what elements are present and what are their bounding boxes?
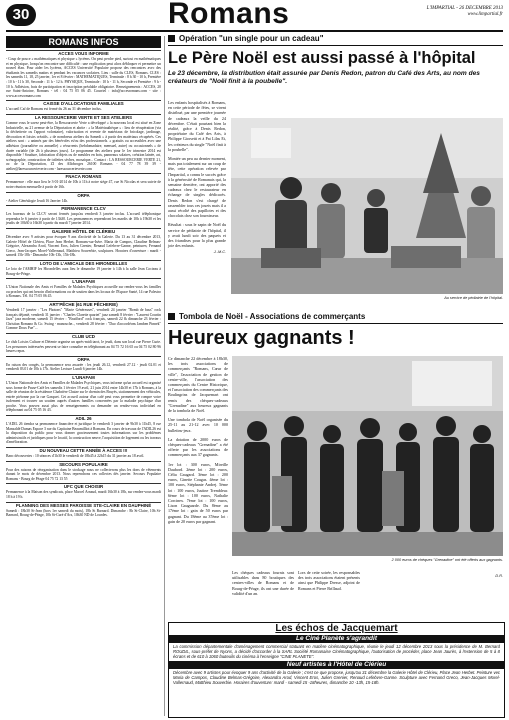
echos-item2-title: Neuf artistes à l'Hôtel de Clérieu [169,661,504,669]
info-section-title: LOTO DE L'AMICALE DES HIRONDELLES [6,260,161,267]
info-section-title: ART'PÊCHE (61 RUE PÊCHERIE) [6,301,161,308]
article1-headline: Le Père Noël est aussi passé à l'hôpital [168,49,476,67]
echos-box [168,622,505,718]
info-section-text: L'accueil Caf de Romans est fermé du 26 au 31 décembre inclus. [6,107,102,112]
echos-title: Les échos de Jacquemart [275,623,398,634]
echos-item1-title: Le Ciné Planète s'agrandit [169,635,504,643]
article2-caption: 2 000 euros de chèques "Grenadine" ont été offerts aux gagnants. [391,558,503,562]
romans-infos-column [6,36,161,518]
article2-paragraph: Ce dimanche 22 décembre à 18h30, les trois associations de commerçants "Romans, Cœur de ville", l'association de gestion de centre-ville, l'association des commerçants du Centre Historique, et l'association des commerçants des Boulingrins de Jacquemart ont remis des chèques-cadeaux "Grenadine" aux heureux gagnants de la tombola de Noël. [168,356,228,414]
winners-photo-illustration [232,356,503,556]
article2-paragraph: Lors de cette soirée, les responsables des trois associations étaient présents ainsi que Philippe Dresse, adjoint de Romans et Pierre Brillaud. [298,570,360,591]
pediatrics-photo [231,118,503,294]
article2-col3 [298,570,360,591]
article2-paragraph: Les chèques cadeaux fournis sont utilisables dans 80 boutiques des centres-villes de Romans et de Bourg-de-Péage, ils ont une durée de validité d'un an. [232,570,294,596]
publication-date: L'IMPARTIAL - 26 DECEMBRE 2013 [426,6,503,11]
info-section-title: LA RESSOURCERIE VERTE ET SES ATELIERS [6,114,161,121]
info-section-title: L'UNAFAM [6,374,161,381]
info-section-text: Samedi : 18h30 St-Jean (hors 1er samedi du mois), 18h St Barnard. Dimanche : 8h St-Claire, 10h St-Barnard, Bourg-de-Péage, 10h St-Curé d'Ars, 10h30 ND de Lourdes. [6,508,161,518]
article1-body [168,100,226,255]
info-section-text: Banc découvertes : 10 séances d'1h30 le vendredi de 18h45 à 22h15 du 31 janvier au 18 avril. [6,454,145,459]
info-section-title: ORPA [6,356,161,363]
winners-photo [232,356,503,556]
article2-kicker-text: Tombola de Noël - Associations de commerçants [179,312,366,321]
header-rule [6,30,503,32]
article1-chapo: Le 23 décembre, la distribution était assurée par Denis Redon, patron du Café des Arts, au nom des créateurs de "Noël finit à la poubelle". [168,70,480,86]
square-bullet-icon [168,313,175,320]
info-section-title: CAISSE D'ALLOCATIONS FAMILIALES [6,100,161,107]
info-section-text: En raison des congés, la permanence sera assurée : les jeudi 26.12, vendredi 27.12 - jeudi 02.01 et vendredi 03.01 de 10h à 17h. Atelier Lecture Lundi 6 janvier 14h. [6,362,161,372]
info-sections [6,50,161,518]
info-section-text: Permanence à la Maison des syndicats, place Marcel Arnaud, mardi 16h30 à 18h, sur rendez-vous mardi 18 h à 19 h. [6,490,161,499]
page-number: 30 [6,4,36,26]
info-section-title: L'UNAFAM [6,278,161,285]
info-section-text: Décembre avec 9 artistes pour évoquer 9 ans d'activité de la Galerie. Du 13 au 31 décembre 2013, Galerie Hôtel de Clérieu, Place Jean Herbet. Romans-sur-Isère. Maria de Campos, Claudine Belmas-Grégoire, Alexandra Arod, Vincent Eros, Julien Grenier, Renaud Lefebvre-Ganne, peintures; Fernand Greco, Jean-Jacques Morel-Vallernaud, Matthieu Souverbie, sculptures. Horaires d'ouverture : mardi - samedi 15h-18h - Dimanche 10h-13h, 15h-18h. [6,235,161,258]
article1-paragraph: Les enfants hospitalisés à Romans, en cette période de fêtes, se virent distribué, par une première journée de cadeaux la veille du 24 décembre. C'était pourtant bien la réalité, grâce à Denis Redon, propriétaire du Café des Arts, à Philippe Giorsetti et à Pat Lilas Et, les créateurs du single "Noël finit à la poubelle". [168,100,226,152]
article2-col1 [168,356,228,524]
article2-rule [168,323,503,324]
article2-photo-credit: D.R. [495,574,503,578]
info-section-title: ADIL 26 [6,415,161,422]
article2-winners: 1er lot : 300 euros, Mireille Daubord. 2ème lot : 200 euros, Célia Gaugard. 3ème lot : 200 euros, Ginette Cougas. 4ème lot : 100 euros, Stéphanie Andrej. 5ème lot : 100 euros, Justine Trembleur. 6ème lot : 100 euros, Nathalie Corcinex. 7ème lot : 100 euros, Lison Gauguarde. Du 8ème au 17ème lot : gain de 50 euros par gagnant. Du 18ème au 37ème lot : gain de 20 euros par gagnant. [168,461,228,524]
info-section-text: Les bureaux de la CLCV seront fermés jusqu'au vendredi 3 janvier inclus. L'accueil téléphonique reprendra le 6 janvier à partir de 13h30. Les permanences reprendront les mardis de 10h à 19h30 et les jeudis de 10h30 à 16h30 à partir du mardi 7 janvier 2014. [6,212,161,226]
article1-paragraph: Résultat : sous le sapin de Noël du service de pédiatrie de l'hôpital, il y avait lundi soir des paquets et des friandises pour la plus grande joie des enfants. [168,222,226,249]
info-section-text: L'Union Nationale des Amis et Familles de Malades Psychiques accueille sur rendez-vous les familles ou proches qui ont besoin d'informations ou de soutien dans les locaux de l'Espace Santé, 14 rue Palestro à Romans. Tél. 04 75 05 06 45. [6,285,161,299]
echos-item1-text: La commission départementale d'aménagement commercial statuant en matière cinématographique, réunie le jeudi 12 décembre 2013 sous la présidence de M. Bernard ROUDIL, sous-préfet de Nyons, a décidé d'accorder à la SARL Société Romanaise Cinématographique, l'autorisation de procéder, place Jean Jaurès, à l'extension de 5 à 8 écrans et de 610 à 1060 fauteuils du cinéma à l'enseigne "CINE PLANETE". [173,644,500,660]
article1-paragraph: Montée un peu au dernier moment, mais pas totalement sur un coup de tête, cette opération relevée par l'Impartial, a connu le succès grâce à la générosité de Romanais qui, la semaine dernière, ont apporté des cadeaux chez le restaurateur en échange de singles dédicacés. Denis Redon s'est chargé de rassembler tous ces jouets mais il a aussi récolté des papillotes et des chocolats chez son fournisseur. [168,156,226,219]
article2-kicker [168,312,503,322]
info-section-title: PLANNING DES MESSES PAROISSE STE-CLAIRE EN DAUPHINÉ [6,502,161,509]
square-bullet-icon [168,35,175,42]
info-section-title: DU NOUVEAU CETTE ANNÉE À ACCES !!! [6,447,161,454]
info-section-title: CLUB UCD [6,333,161,340]
article1-caption: Au service de pédiatrie de l'hôpital. [444,296,503,300]
article1-kicker-text: Opération "un single pour un cadeau" [179,34,324,43]
romans-infos-title: ROMANS INFOS [6,36,161,48]
info-section-title: SECOURS POPULAIRE [6,461,161,468]
info-section-text: L'ADIL 26 tiendra sa permanence financière et juridique le vendredi 3 janvier de 9h30 à 11h45, 8 rue Mansaldé Dumas Espace 3 rue du Capitaine Beaumilliot à Romans. En cours de travaux de l'ADIL26 est la disposition du public pour vous donner gracieusement toutes informations sur les problèmes administratifs et juridiques pour le locatif, la construction neuve, l'acquisition de logement ou les travaux d'amélioration. [6,422,161,445]
info-section-text: Pour des raisons de réorganisation dans le stockage nous ne collecterons plus les dons de vêtements durant le mois de décembre 2013. Nous reprendrons ces collectes dès janvier. Secours Populaire Romans - Bourg de Péage 04 75 72 13 55 [6,467,161,481]
echos-item2-text: Décembre avec 9 artistes pour évoquer 9 ans d'activité de la Galerie ; c'est ce que propose, jusqu'au 31 décembre la Galerie Hôtel de Clérieu, Place Jean Herbet. Peinture vec Maria de Campos, Claudine Belmas-Grégoire, Alexandra Arod, Vincent Eros, Julien Grenier, Renaud Lefebvre-Ganne. Sculpture avec Fernand Greco, Jean-Jacques Morel-Vallernaud, Matthieu Souverbie. Horaires d'ouverture: mardi - samedi 15 -18heures, dimanche 10 -13h, 15-18h. [173,669,500,686]
info-section-text: - Coup de pouce « mathématiques et physique » lycéens. On peut perdre pied, surtout en mathématiques et en physique, lorsqu'on rencontre une difficulté : une explication peut alors débloquer et permettre un nouvel élan. Pour aider les lycéens, ACCES Université Populaire propose des rencontres avec des étudiants les samedis matins et pendant les vacances scolaires. Lieu : salle du CLES, Romans. CLES : les samedis 11, 18, 25 janvier, 1er et 8 février : MATHEMATIQUES, Terminale : 8 h 30 - 10 h, Première : 10 h - 11 h 30, Seconde : 11 h - 12 h. PHYSIQUE, Terminale : 10 h - 11 h, Seconde et Première : 9 h - 10 h. Adhésion, frais de participation et inscription préalable obligatoire. Renseignements : ACCES, 20 rue Saint-Antoine, Romans - tél : 04 75 05 06 45. Courriel : info@accesromans.com - site : www.accesromans.com [6,57,161,98]
info-section-text: Comme vous le savez peut-être, la Ressourcerie Verte a développé « la nouveau local est situé en Zone Industrielle, au 21 avenue de la Déportation et abrite : « la Matériauthèque » : lieu de récupération (via la déchetterie ou l'apport volontaire), valorisation et revente de matériaux de bricolage, jardinage, décoration et loisirs créatifs. « de nombreux ateliers du Samedi » à partir des matériaux récupérés. Ces ateliers sont : « animés par des bénévoles et/ou des professionnels. « gratuits ou accessibles avec une adhésion (journalière ou annuelle) « récurrents (hebdomadaire, mensuel, autre) ou occasionnels « de durée variable (de 2h à plusieurs jours). Le programme des ateliers pour le 1er trimestre 2014 est disponible ! Soudure, fabrication d'objets ou de meubles en bois, panneaux solaires, création lainée, art, scénographie, construction de toilettes sèches, mosaïque... Contact : LA RESSOURCERIE VERTE 21, av. de la Déportation, ZI des Allobroges 26100 Romans - 04 77 78 39 39 - atelier@laressourcerieverte.com - laressourcerieverte.com [6,120,161,171]
article2-headline: Heureux gagnants ! [168,327,355,349]
publication-info [427,6,503,18]
info-section-title: PERMANENCE CLCV [6,205,161,212]
info-section-title: ORPA [6,192,161,199]
info-section-text: L'Union Nationale des Amis et Familles de Malades Psychiques, vous informe qu'un accueil est organisé sous forme de Passe-Café les samedis 1 février 19 avril, 21 juin 2014 entre 14h30 et 17h à Romans, à la salle de réunion de la résidence Chabrière Chaize sur le chemin des Bruyés, stationnement des véhicules, entrée piétonne par la rue Gasquet. Cet accueil autour d'un café peut vous permettre de rompre votre isolement et trouver un soutien auprès d'autres familles concernées par la maladie psychique d'un proche. Vous pouvez aussi plus de renseignements ou demander un rendez-vous individuel en téléphonant au 04 75 05 16 43. [6,380,161,413]
info-section-text: Le club Loisirs Culture et Détente organise un après-midi tarot, le jeudi, dans son local rue Pierre Curie. Les personnes intéressées peuvent se faire connaître en téléphonant au 04 75 72 16 65 ou 04 75 02 80 96 heures repas. [6,339,161,354]
article1-rule [168,45,503,46]
info-section-title: UFC QUE CHOISIR [6,483,161,490]
pediatrics-photo-illustration [231,118,503,294]
article1-kicker [168,34,503,44]
article1-photo-credit: J.-M.C. [213,250,226,255]
info-section-text: Le loto de l'AMHIF les Hirondelles aura lieu le dimanche 19 janvier à 14h à la salle Jean Cocteau à Bourg-de-Péage. [6,267,161,276]
info-section-title: ACCES VOUS INFORME [6,50,161,57]
column-divider [164,36,165,716]
website: www.limpartial.fr [467,12,503,17]
info-section-text: Vendredi 17 janvier : "Les Photons" "Marie Généreuses", vendredi 24 janvier "Bomb de bass" rock français déjanté, vendredi 31 janvier : "Charles Clarette quartet" jazz samedi 8 février : "Laurent Courtin Jazz" jazz moderne, samedi 15 février : "Bradford" rock français, samedi 22 & dimanche 23 février : Christian Romano & Co. Swing - manouche.., vendredi 28 février : "Duo d'accordéons Jamben Pinnek" Comme Doux Pue"... [6,307,161,331]
article2-col2 [232,570,294,596]
info-section-title: GALERIE HÔTEL DE CLÉRIEU [6,228,161,235]
article2-paragraph: Une tombola de Noël organisée du 25-11 au 21-12 avec 10 000 bulletins-jeux. [168,417,228,433]
info-section-text: - Atelier Généalogie Jeudi 16 Janvier 14h. [6,198,69,203]
info-section-text: Permanence : elle aura lieu le 3-01-2014 de 10h à 11h à notre siège 47, rue St Nicolas et sera suivie de notre réunion mensuelle à partir de 16h. [6,180,161,190]
section-title: Romans [168,0,290,30]
article2-paragraph: La dotation de 2000 euros de chèques-cadeaux "Grenadine" a été offerte par les associations de commerçants aux 37 gagnants. [168,436,228,458]
info-section-title: FNACA ROMANS [6,173,161,180]
